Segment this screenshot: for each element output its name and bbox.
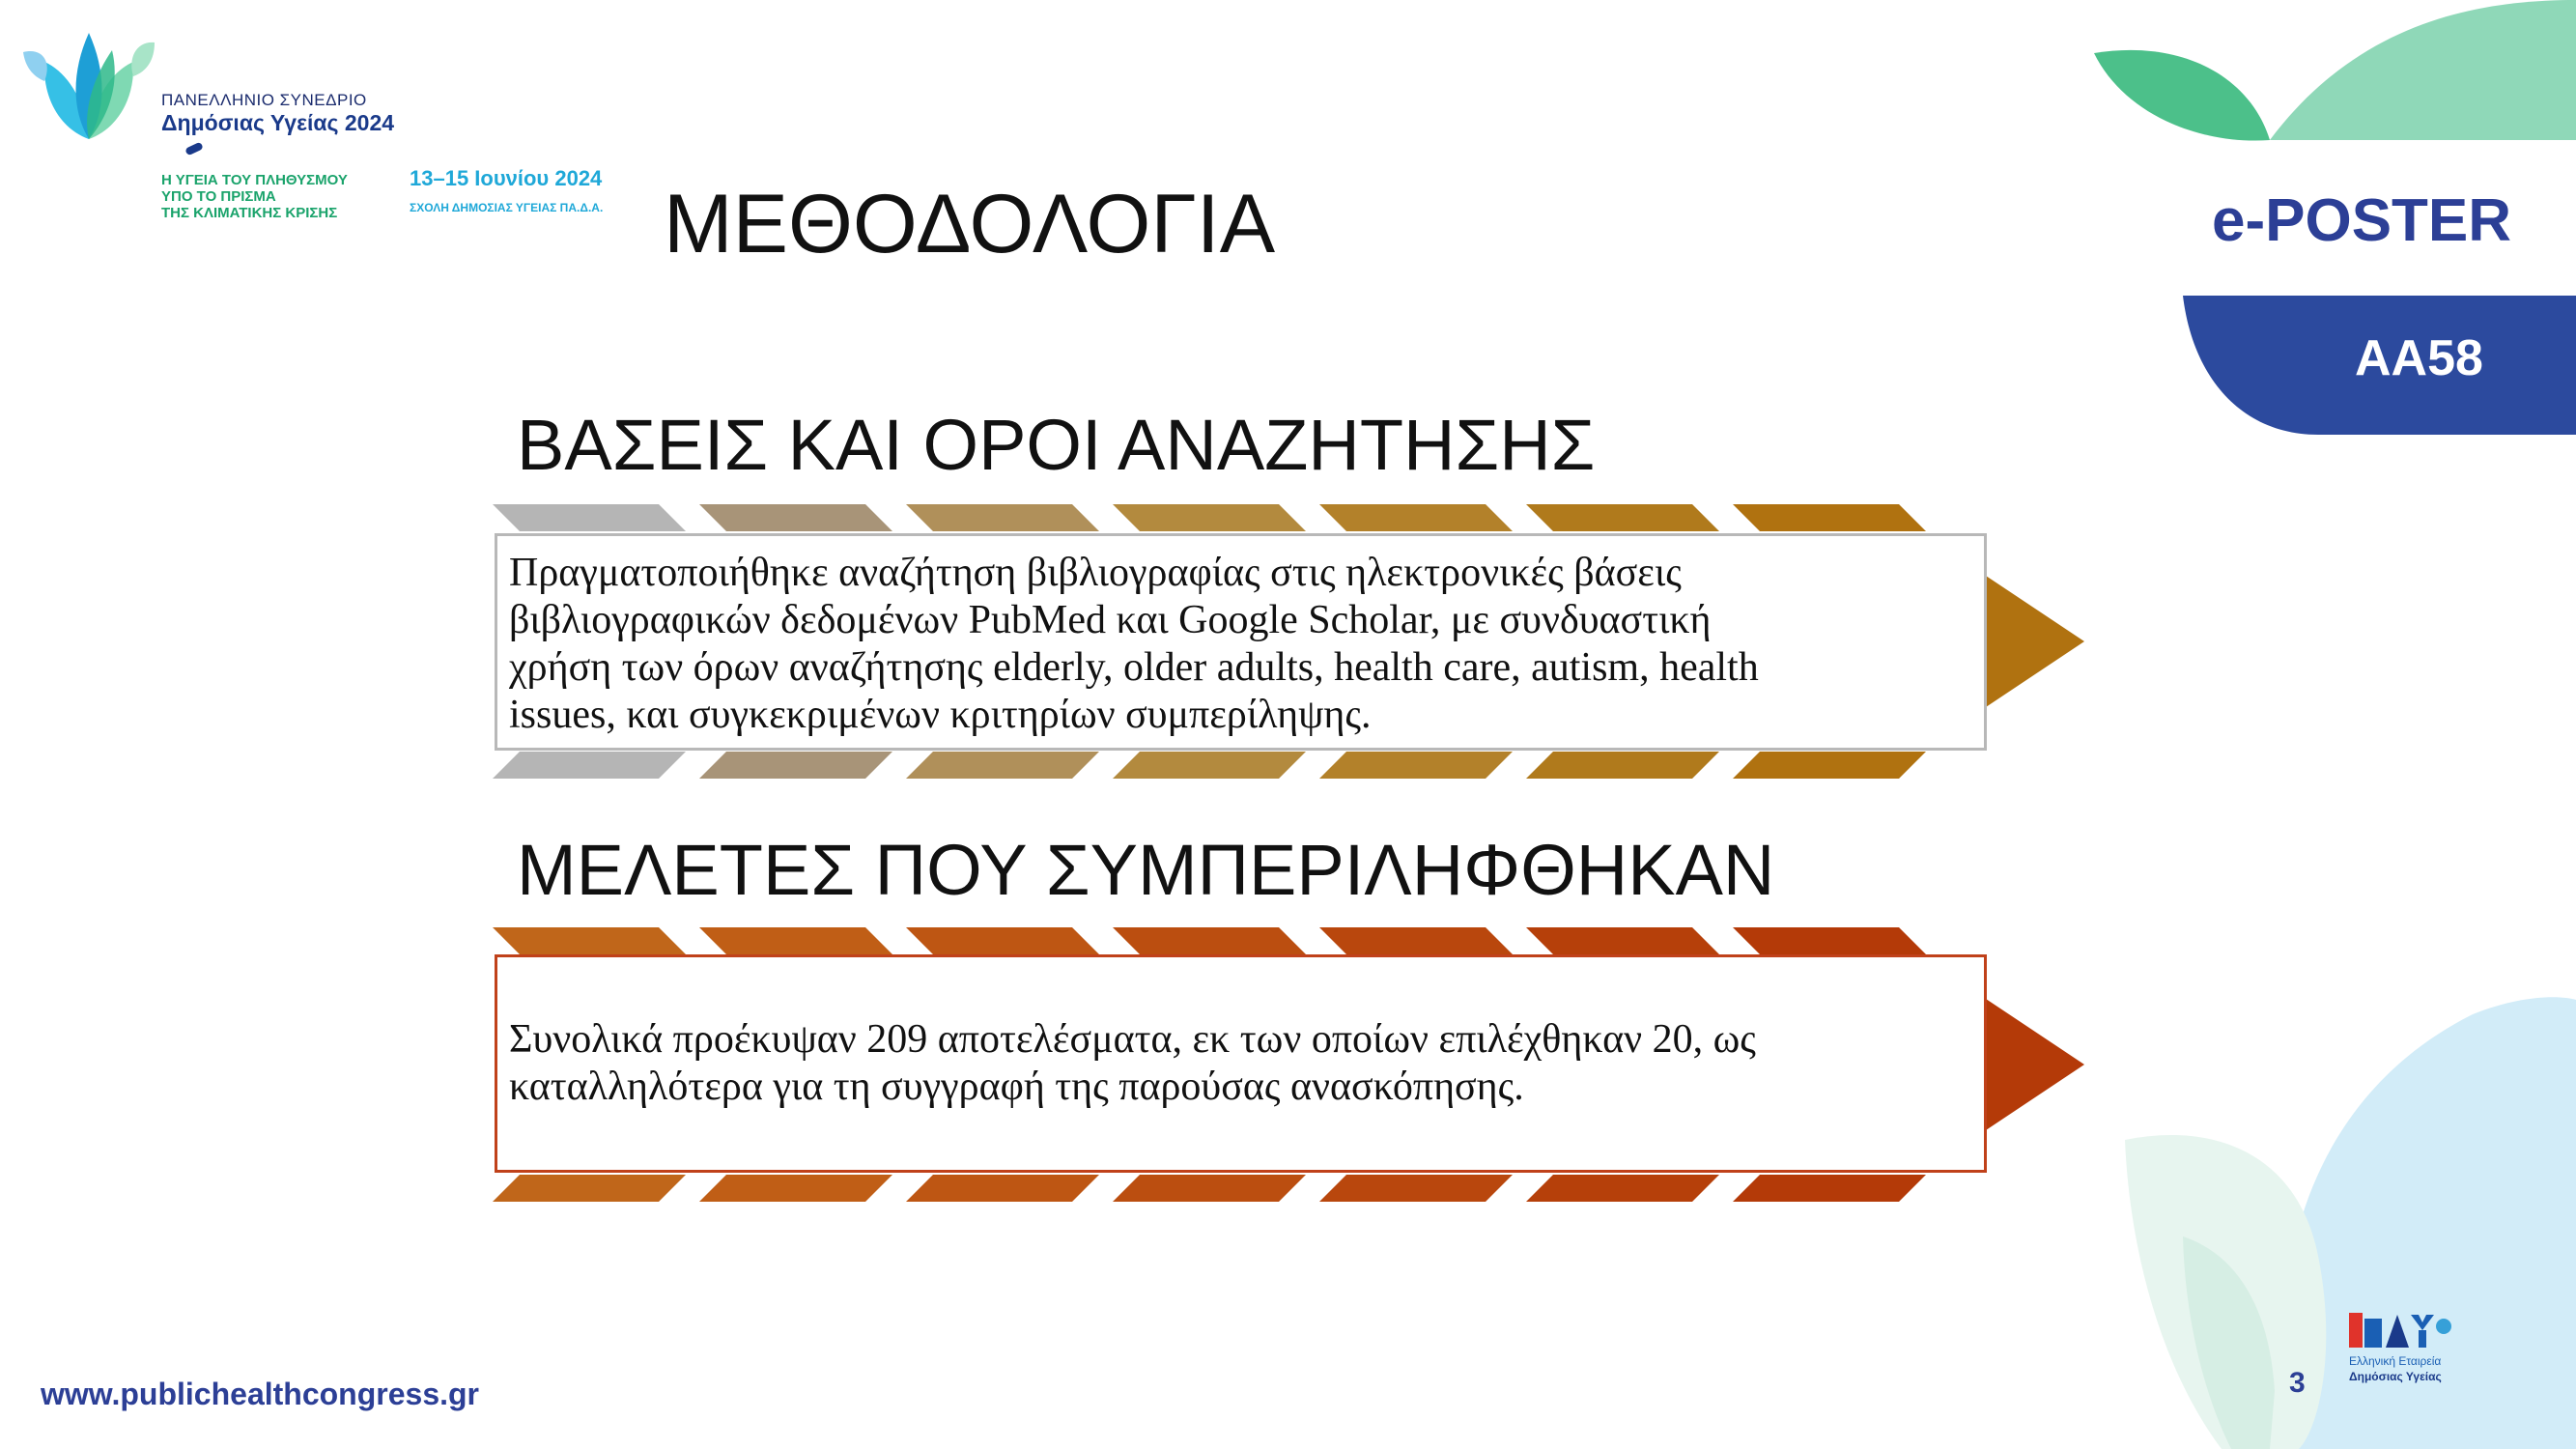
textbox-line: issues, και συγκεκριμένων κριτηρίων συμπερίληψης.: [509, 693, 1372, 737]
section-heading-search: ΒΑΣΕΙΣ ΚΑΙ ΟΡΟΙ ΑΝΑΖΗΤΗΣΗΣ: [517, 405, 1596, 485]
eposter-label: e-POSTER: [2212, 187, 2512, 254]
chevron-top-segment: [1113, 927, 1306, 954]
footer-website-link[interactable]: www.publichealthcongress.gr: [41, 1377, 479, 1411]
logo-dates: 13–15 Ιουνίου 2024: [410, 166, 603, 190]
logo-organizer: ΣΧΟΛΗ ΔΗΜΟΣΙΑΣ ΥΓΕΙΑΣ ΠΑ.Δ.Α.: [410, 201, 604, 214]
textbox-line: καταλληλότερα για τη συγγραφή της παρούσας ανασκόπησης.: [509, 1065, 1524, 1109]
logo-congress-name: Δημόσιας Υγείας 2024: [161, 110, 395, 135]
logo-congress-label: ΠΑΝΕΛΛΗΝΙΟ ΣΥΝΕΔΡΙΟ: [161, 91, 367, 109]
chevron-bottom-segment: [1733, 1175, 1926, 1202]
chevron-bottom-segment: [1319, 1175, 1513, 1202]
chevron-bottom-segment: [1113, 1175, 1306, 1202]
chevron-bottom-segment: [699, 1175, 892, 1202]
textbox-line: χρήση των όρων αναζήτησης elderly, older adults, health care, autism, health: [509, 645, 1759, 690]
page-title-text: ΜΕΘΟΔΟΛΟΓΙΑ: [663, 178, 1276, 270]
logo-tagline-line: ΤΗΣ ΚΛΙΜΑΤΙΚΗΣ ΚΡΙΣΗΣ: [161, 205, 338, 221]
chevron-bottom-segment: [493, 1175, 686, 1202]
chevron-top-segment: [1319, 927, 1513, 954]
society-logo-line1: Ελληνική Εταιρεία: [2349, 1354, 2442, 1368]
page-number: 3: [2289, 1367, 2306, 1399]
poster-code-badge: ΑΑ58: [2355, 330, 2483, 386]
textbox-line: Συνολικά προέκυψαν 209 αποτελέσματα, εκ των οποίων επιλέχθηκαν 20, ως: [509, 1017, 1756, 1062]
textbox-line: βιβλιογραφικών δεδομένων PubMed και Google Scholar, με συνδυαστική: [509, 598, 1712, 642]
chevron-top-segment: [699, 927, 892, 954]
included-studies-textbox: [495, 954, 1987, 1173]
chevron-bottom-segment: [906, 1175, 1099, 1202]
textbox-line: Πραγματοποιήθηκε αναζήτηση βιβλιογραφίας στις ηλεκτρονικές βάσεις: [509, 551, 1682, 595]
chevron-top-segment: [906, 927, 1099, 954]
logo-tagline-line: ΥΠΟ ΤΟ ΠΡΙΣΜΑ: [161, 188, 276, 205]
chevron-top-segment: [493, 927, 686, 954]
society-logo-line2: Δημόσιας Υγείας: [2349, 1370, 2442, 1383]
section-heading-included-studies: ΜΕΛΕΤΕΣ ΠΟΥ ΣΥΜΠΕΡΙΛΗΦΘΗΚΑΝ: [517, 830, 1775, 910]
chevron-arrow-head: [1980, 995, 2084, 1134]
logo-tagline-line: Η ΥΓΕΙΑ ΤΟΥ ΠΛΗΘΥΣΜΟΥ: [161, 172, 348, 188]
chevron-bottom-segment: [1526, 1175, 1719, 1202]
chevron-top-segment: [1526, 927, 1719, 954]
chevron-top-segment: [1733, 927, 1926, 954]
